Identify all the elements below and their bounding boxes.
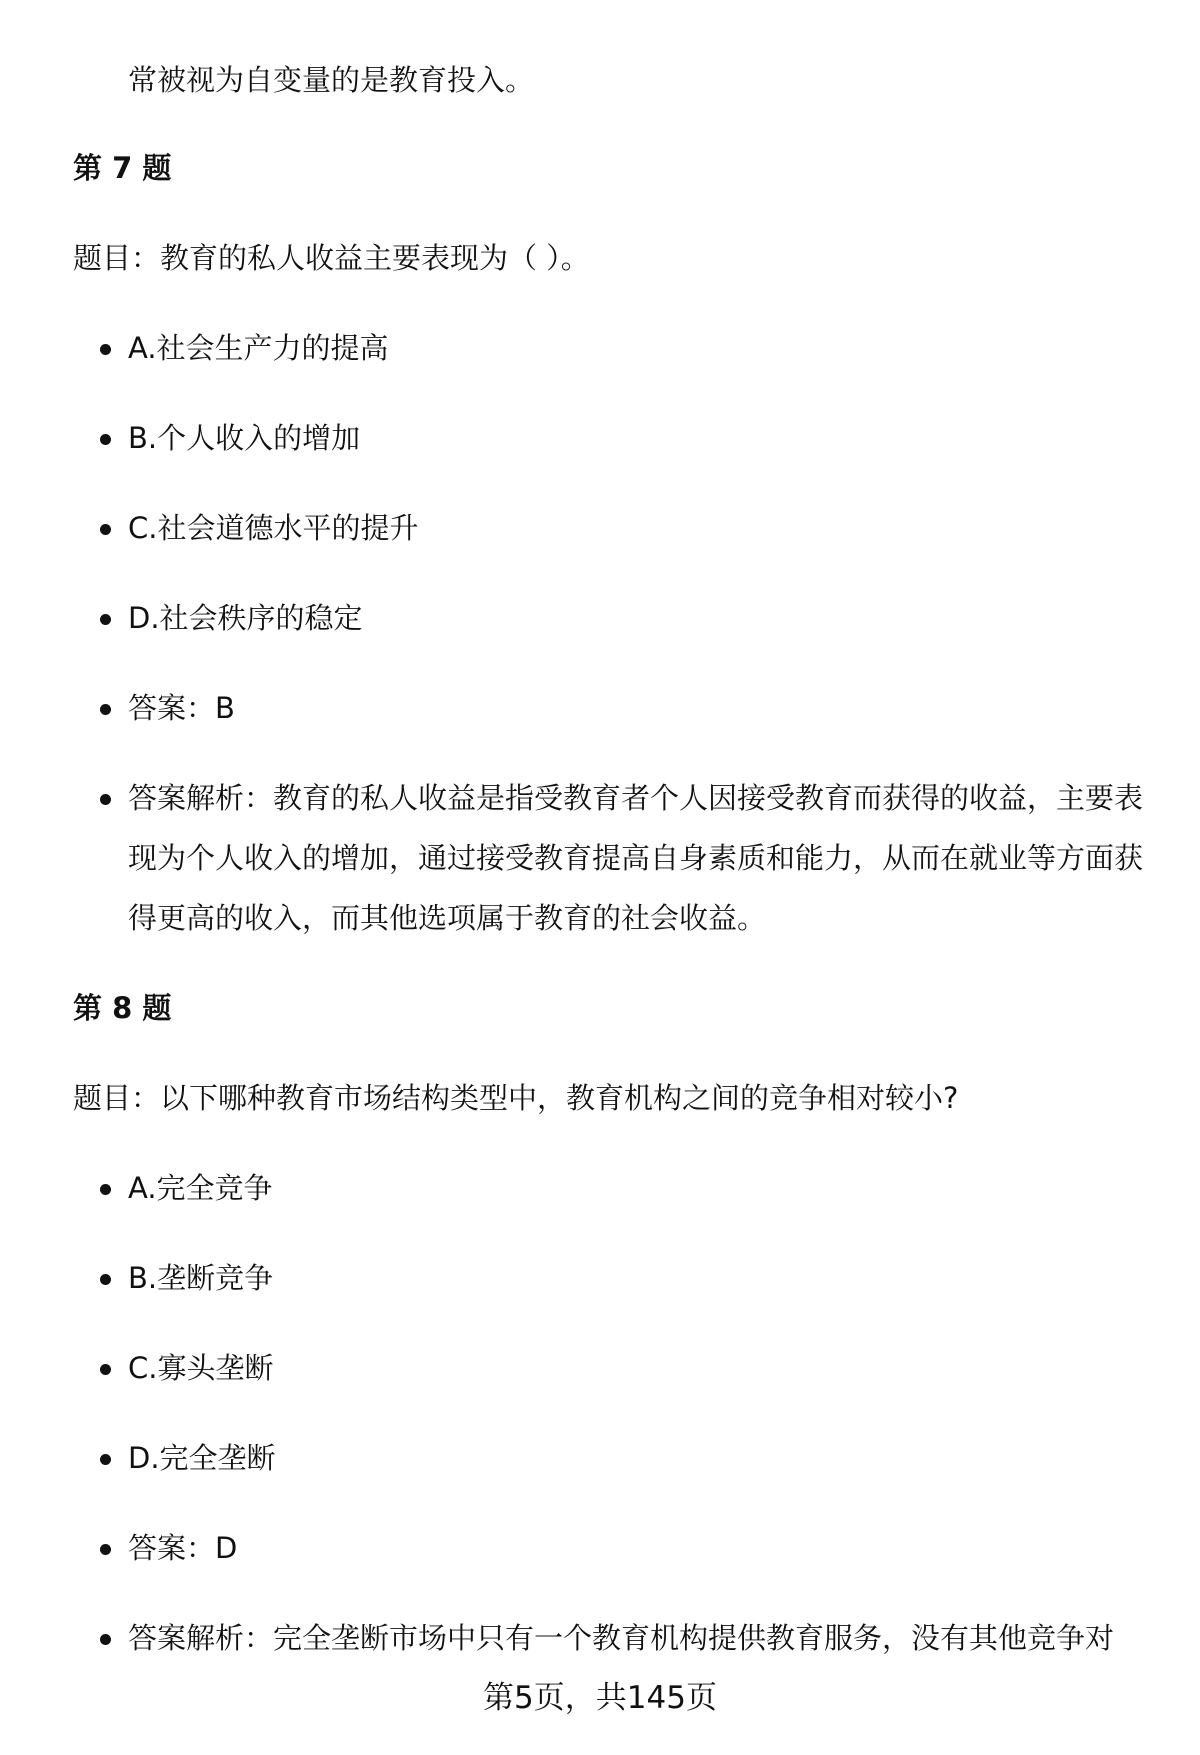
bullet-icon xyxy=(100,1184,111,1195)
bullet-icon xyxy=(100,1454,111,1465)
bullet-icon xyxy=(100,1544,111,1555)
option-text: B.垄断竞争 xyxy=(128,1261,274,1295)
explanation-text: 答案解析：教育的私人收益是指受教育者个人因接受教育而获得的收益，主要表现为个人收入的增加，通过接受教育提高自身素质和能力，从而在就业等方面获得更高的收入，而其他选项属于教育的社会收益。 xyxy=(128,781,1144,935)
bullet-icon xyxy=(100,1364,111,1375)
explanation-item xyxy=(100,1608,1150,1668)
question-stem: 题目：以下哪种教育市场结构类型中，教育机构之间的竞争相对较小? xyxy=(73,1081,959,1115)
option-item xyxy=(100,498,1150,558)
answer-item xyxy=(100,678,1150,738)
option-item xyxy=(100,1428,1150,1488)
option-item xyxy=(100,408,1150,468)
option-item xyxy=(100,1158,1150,1218)
bullet-icon xyxy=(100,434,111,445)
bullet-icon xyxy=(100,794,111,805)
option-item xyxy=(100,1248,1150,1308)
explanation-item xyxy=(100,768,1150,948)
explanation-text: 答案解析：完全垄断市场中只有一个教育机构提供教育服务，没有其他竞争对 xyxy=(128,1621,1115,1655)
bullet-icon xyxy=(100,704,111,715)
option-text: C.寡头垄断 xyxy=(128,1351,274,1385)
bullet-icon xyxy=(100,1274,111,1285)
question-stem: 题目：教育的私人收益主要表现为（ ）。 xyxy=(73,241,590,275)
bullet-icon xyxy=(100,1634,111,1645)
option-text: B.个人收入的增加 xyxy=(128,421,361,455)
option-text: A.社会生产力的提高 xyxy=(128,331,389,365)
option-item xyxy=(100,588,1150,648)
bullet-icon xyxy=(100,614,111,625)
bullet-icon xyxy=(100,524,111,535)
bullet-icon xyxy=(100,344,111,355)
answer-text: 答案：B xyxy=(128,691,235,725)
option-item xyxy=(100,1338,1150,1398)
question-heading: 第 7 题 xyxy=(73,151,172,185)
answer-item xyxy=(100,1518,1150,1578)
answer-text: 答案：D xyxy=(128,1531,238,1565)
continuation-text: 常被视为自变量的是教育投入。 xyxy=(128,63,535,97)
page-footer: 第5页，共145页 xyxy=(483,1680,717,1716)
option-text: D.完全垄断 xyxy=(128,1441,276,1475)
option-text: D.社会秩序的稳定 xyxy=(128,601,363,635)
question-heading: 第 8 题 xyxy=(73,991,172,1025)
option-item xyxy=(100,318,1150,378)
option-text: C.社会道德水平的提升 xyxy=(128,511,419,545)
option-text: A.完全竞争 xyxy=(128,1171,273,1205)
